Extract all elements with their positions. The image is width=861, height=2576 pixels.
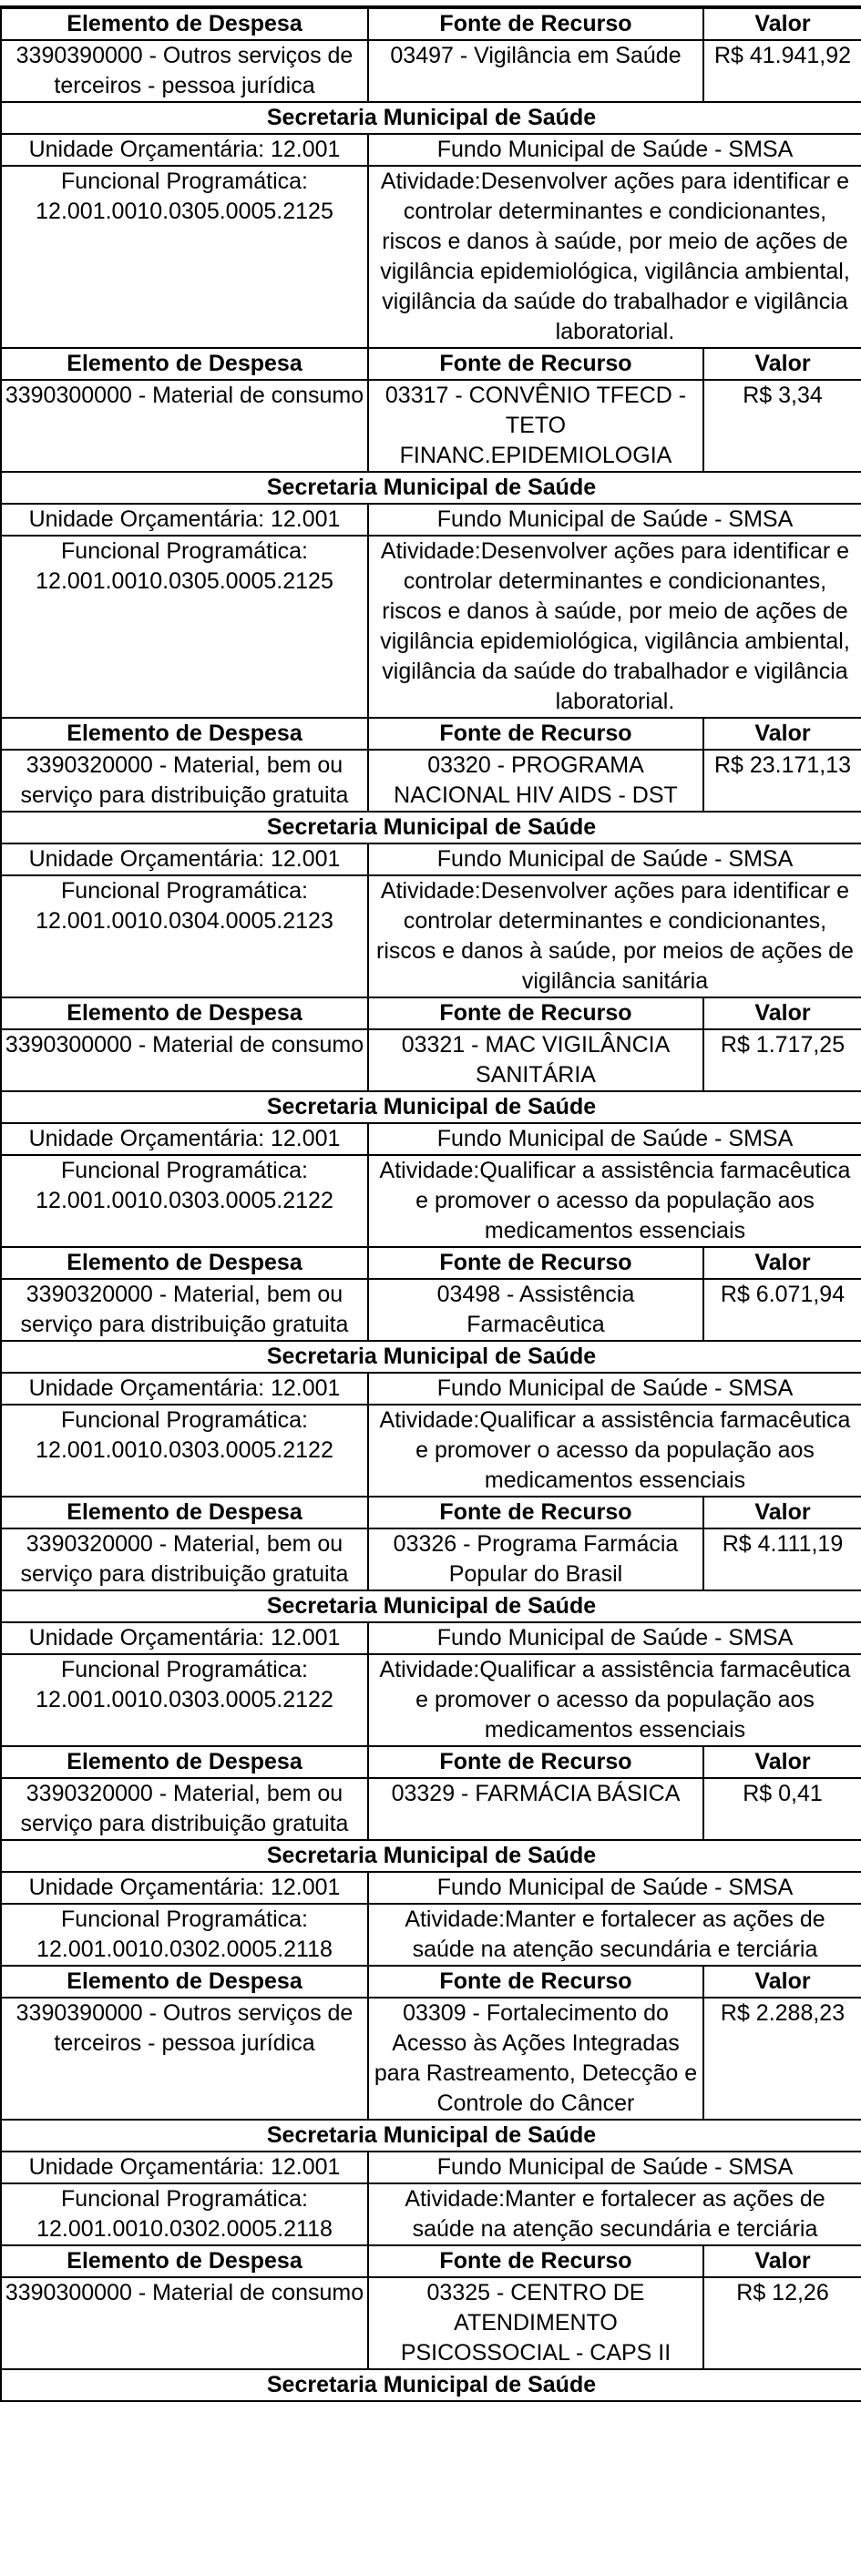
- header-valor: Valor: [703, 997, 861, 1029]
- unidade-cell: Unidade Orçamentária: 12.001: [1, 1373, 368, 1405]
- secretaria-row: [1, 812, 861, 843]
- fundo-cell: Fundo Municipal de Saúde - SMSA: [368, 504, 861, 536]
- atividade-cell: Atividade:Qualificar a assistência farmacêutica e promover o acesso da população aos medicamentos essenciais: [368, 1405, 861, 1497]
- atividade-cell: Atividade:Desenvolver ações para identificar e controlar determinantes e condicionantes, riscos e danos à saúde, por meio de ações de vigilância epidemiológica, vigilância ambiental, vigilância da saúde do trabalhador e vigilância laboratorial.: [368, 536, 861, 718]
- expense-row: [1, 2277, 861, 2369]
- secretaria-title: Secretaria Municipal de Saúde: [1, 1840, 861, 1872]
- header-elemento: Elemento de Despesa: [1, 1746, 368, 1778]
- header-fonte: Fonte de Recurso: [368, 1497, 703, 1528]
- funcional-cell: Funcional Programática: 12.001.0010.0303.0005.2122: [1, 1155, 368, 1247]
- unidade-row: [1, 1872, 861, 1904]
- header-elemento: Elemento de Despesa: [1, 1966, 368, 1998]
- fonte-cell: 03309 - Fortalecimento do Acesso às Ações Integradas para Rastreamento, Detecção e Controle do Câncer: [368, 1998, 703, 2120]
- fonte-cell: 03325 - CENTRO DE ATENDIMENTO PSICOSSOCIAL - CAPS II: [368, 2277, 703, 2369]
- valor-cell: R$ 1.717,25: [703, 1029, 861, 1091]
- header-elemento: Elemento de Despesa: [1, 1497, 368, 1528]
- expense-row: [1, 1528, 861, 1590]
- expense-row: [1, 1029, 861, 1091]
- expense-row: [1, 380, 861, 472]
- secretaria-row: [1, 472, 861, 504]
- atividade-cell: Atividade:Manter e fortalecer as ações de saúde na atenção secundária e terciária: [368, 2183, 861, 2245]
- header-row: [1, 1497, 861, 1528]
- header-elemento: Elemento de Despesa: [1, 348, 368, 380]
- header-fonte: Fonte de Recurso: [368, 2245, 703, 2277]
- funcional-cell: Funcional Programática: 12.001.0010.0304.0005.2123: [1, 875, 368, 997]
- funcional-row: [1, 166, 861, 348]
- secretaria-row: [1, 1840, 861, 1872]
- secretaria-title: Secretaria Municipal de Saúde: [1, 812, 861, 843]
- fundo-cell: Fundo Municipal de Saúde - SMSA: [368, 1123, 861, 1155]
- fundo-cell: Fundo Municipal de Saúde - SMSA: [368, 843, 861, 875]
- fundo-cell: Fundo Municipal de Saúde - SMSA: [368, 134, 861, 166]
- valor-cell: R$ 3,34: [703, 380, 861, 472]
- header-row: [1, 8, 861, 40]
- header-fonte: Fonte de Recurso: [368, 1966, 703, 1998]
- secretaria-row: [1, 2369, 861, 2401]
- atividade-cell: Atividade:Qualificar a assistência farmacêutica e promover o acesso da população aos medicamentos essenciais: [368, 1654, 861, 1746]
- funcional-row: [1, 2183, 861, 2245]
- unidade-cell: Unidade Orçamentária: 12.001: [1, 1622, 368, 1654]
- secretaria-title: Secretaria Municipal de Saúde: [1, 1091, 861, 1123]
- header-elemento: Elemento de Despesa: [1, 1247, 368, 1279]
- secretaria-row: [1, 2120, 861, 2152]
- fonte-cell: 03317 - CONVÊNIO TFECD - TETO FINANC.EPIDEMIOLOGIA: [368, 380, 703, 472]
- header-fonte: Fonte de Recurso: [368, 348, 703, 380]
- fundo-cell: Fundo Municipal de Saúde - SMSA: [368, 1373, 861, 1405]
- header-fonte: Fonte de Recurso: [368, 997, 703, 1029]
- elemento-cell: 3390300000 - Material de consumo: [1, 1029, 368, 1091]
- expense-row: [1, 750, 861, 812]
- secretaria-row: [1, 1590, 861, 1622]
- elemento-cell: 3390320000 - Material, bem ou serviço para distribuição gratuita: [1, 1778, 368, 1840]
- funcional-row: [1, 1904, 861, 1966]
- cut-off-previous-row: [0, 0, 861, 7]
- header-valor: Valor: [703, 348, 861, 380]
- header-row: [1, 2245, 861, 2277]
- header-valor: Valor: [703, 1966, 861, 1998]
- header-row: [1, 1966, 861, 1998]
- header-valor: Valor: [703, 718, 861, 750]
- atividade-cell: Atividade:Desenvolver ações para identificar e controlar determinantes e condicionantes, riscos e danos à saúde, por meio de ações de vigilância epidemiológica, vigilância ambiental, vigilância da saúde do trabalhador e vigilância laboratorial.: [368, 166, 861, 348]
- unidade-row: [1, 843, 861, 875]
- valor-cell: R$ 4.111,19: [703, 1528, 861, 1590]
- secretaria-row: [1, 1091, 861, 1123]
- header-fonte: Fonte de Recurso: [368, 1247, 703, 1279]
- unidade-row: [1, 1373, 861, 1405]
- header-row: [1, 1247, 861, 1279]
- unidade-row: [1, 1622, 861, 1654]
- secretaria-row: [1, 1341, 861, 1373]
- unidade-cell: Unidade Orçamentária: 12.001: [1, 843, 368, 875]
- header-fonte: Fonte de Recurso: [368, 8, 703, 40]
- header-elemento: Elemento de Despesa: [1, 8, 368, 40]
- atividade-cell: Atividade:Desenvolver ações para identificar e controlar determinantes e condicionantes, riscos e danos à saúde, por meios de ações de vigilância sanitária: [368, 875, 861, 997]
- secretaria-title: Secretaria Municipal de Saúde: [1, 1341, 861, 1373]
- atividade-cell: Atividade:Manter e fortalecer as ações de saúde na atenção secundária e terciária: [368, 1904, 861, 1966]
- atividade-cell: Atividade:Qualificar a assistência farmacêutica e promover o acesso da população aos medicamentos essenciais: [368, 1155, 861, 1247]
- funcional-cell: Funcional Programática: 12.001.0010.0305.0005.2125: [1, 166, 368, 348]
- unidade-cell: Unidade Orçamentária: 12.001: [1, 2152, 368, 2183]
- header-row: [1, 348, 861, 380]
- funcional-row: [1, 536, 861, 718]
- valor-cell: R$ 23.171,13: [703, 750, 861, 812]
- unidade-cell: Unidade Orçamentária: 12.001: [1, 134, 368, 166]
- expense-row: [1, 1998, 861, 2120]
- expense-row: [1, 1778, 861, 1840]
- funcional-cell: Funcional Programática: 12.001.0010.0302.0005.2118: [1, 2183, 368, 2245]
- unidade-cell: Unidade Orçamentária: 12.001: [1, 1872, 368, 1904]
- unidade-cell: Unidade Orçamentária: 12.001: [1, 504, 368, 536]
- unidade-row: [1, 504, 861, 536]
- header-valor: Valor: [703, 1247, 861, 1279]
- unidade-row: [1, 2152, 861, 2183]
- elemento-cell: 3390390000 - Outros serviços de terceiros - pessoa jurídica: [1, 40, 368, 102]
- header-row: [1, 997, 861, 1029]
- funcional-row: [1, 1155, 861, 1247]
- header-valor: Valor: [703, 1746, 861, 1778]
- fonte-cell: 03498 - Assistência Farmacêutica: [368, 1279, 703, 1341]
- valor-cell: R$ 6.071,94: [703, 1279, 861, 1341]
- header-valor: Valor: [703, 2245, 861, 2277]
- secretaria-title: Secretaria Municipal de Saúde: [1, 2369, 861, 2401]
- funcional-row: [1, 1405, 861, 1497]
- expense-row: [1, 1279, 861, 1341]
- header-valor: Valor: [703, 1497, 861, 1528]
- valor-cell: R$ 41.941,92: [703, 40, 861, 102]
- funcional-row: [1, 1654, 861, 1746]
- header-valor: Valor: [703, 8, 861, 40]
- fonte-cell: 03321 - MAC VIGILÂNCIA SANITÁRIA: [368, 1029, 703, 1091]
- fonte-cell: 03497 - Vigilância em Saúde: [368, 40, 703, 102]
- valor-cell: R$ 12,26: [703, 2277, 861, 2369]
- secretaria-row: [1, 102, 861, 134]
- funcional-cell: Funcional Programática: 12.001.0010.0305.0005.2125: [1, 536, 368, 718]
- unidade-cell: Unidade Orçamentária: 12.001: [1, 1123, 368, 1155]
- valor-cell: R$ 2.288,23: [703, 1998, 861, 2120]
- fundo-cell: Fundo Municipal de Saúde - SMSA: [368, 1622, 861, 1654]
- valor-cell: R$ 0,41: [703, 1778, 861, 1840]
- secretaria-title: Secretaria Municipal de Saúde: [1, 1590, 861, 1622]
- secretaria-title: Secretaria Municipal de Saúde: [1, 472, 861, 504]
- unidade-row: [1, 134, 861, 166]
- funcional-cell: Funcional Programática: 12.001.0010.0303.0005.2122: [1, 1405, 368, 1497]
- fundo-cell: Fundo Municipal de Saúde - SMSA: [368, 1872, 861, 1904]
- header-row: [1, 718, 861, 750]
- secretaria-title: Secretaria Municipal de Saúde: [1, 102, 861, 134]
- elemento-cell: 3390390000 - Outros serviços de terceiros - pessoa jurídica: [1, 1998, 368, 2120]
- unidade-row: [1, 1123, 861, 1155]
- funcional-cell: Funcional Programática: 12.001.0010.0303.0005.2122: [1, 1654, 368, 1746]
- elemento-cell: 3390320000 - Material, bem ou serviço para distribuição gratuita: [1, 1528, 368, 1590]
- header-row: [1, 1746, 861, 1778]
- elemento-cell: 3390320000 - Material, bem ou serviço para distribuição gratuita: [1, 750, 368, 812]
- fundo-cell: Fundo Municipal de Saúde - SMSA: [368, 2152, 861, 2183]
- elemento-cell: 3390320000 - Material, bem ou serviço para distribuição gratuita: [1, 1279, 368, 1341]
- header-fonte: Fonte de Recurso: [368, 718, 703, 750]
- header-elemento: Elemento de Despesa: [1, 2245, 368, 2277]
- fonte-cell: 03329 - FARMÁCIA BÁSICA: [368, 1778, 703, 1840]
- elemento-cell: 3390300000 - Material de consumo: [1, 380, 368, 472]
- secretaria-title: Secretaria Municipal de Saúde: [1, 2120, 861, 2152]
- header-fonte: Fonte de Recurso: [368, 1746, 703, 1778]
- funcional-row: [1, 875, 861, 997]
- header-elemento: Elemento de Despesa: [1, 997, 368, 1029]
- funcional-cell: Funcional Programática: 12.001.0010.0302.0005.2118: [1, 1904, 368, 1966]
- fonte-cell: 03326 - Programa Farmácia Popular do Brasil: [368, 1528, 703, 1590]
- budget-table: [0, 7, 861, 2402]
- budget-table-body: [1, 8, 861, 2401]
- elemento-cell: 3390300000 - Material de consumo: [1, 2277, 368, 2369]
- expense-row: [1, 40, 861, 102]
- header-elemento: Elemento de Despesa: [1, 718, 368, 750]
- fonte-cell: 03320 - PROGRAMA NACIONAL HIV AIDS - DST: [368, 750, 703, 812]
